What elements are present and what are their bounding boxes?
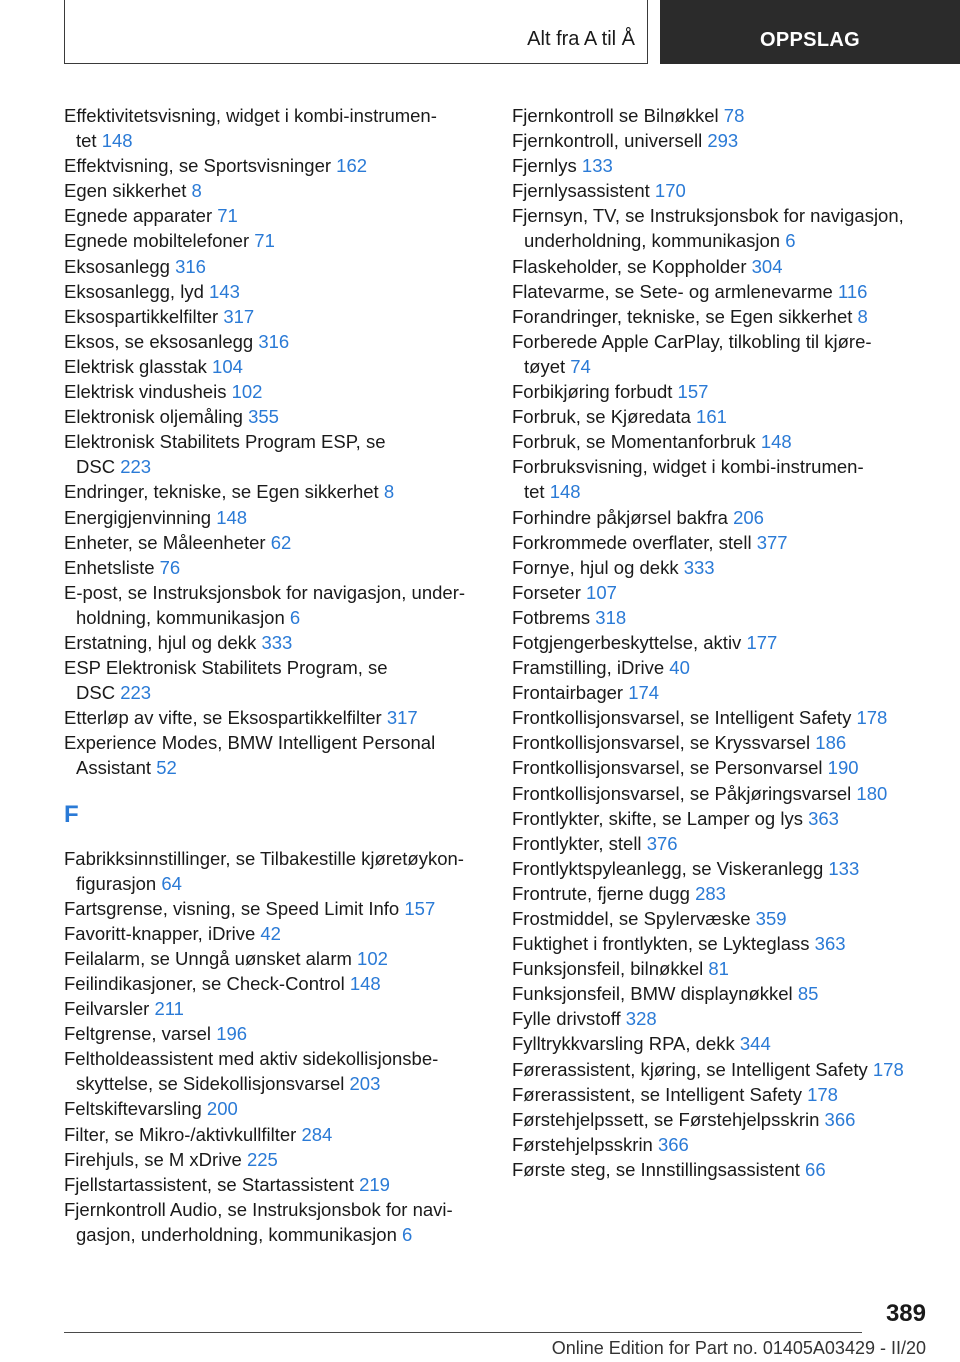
index-entry-text: Filter, se Mikro-/aktivkullfilter [64,1123,297,1145]
index-entry-text: Funksjonsfeil, BMW displaynøkkel [512,983,793,1005]
footer-edition: Online Edition for Part no. 01405A03429 - II/20 [551,1338,926,1358]
index-entry-text: Førerassistent, kjøring, se Intelligent Safety [512,1058,868,1080]
page-reference-link[interactable]: 133 [828,857,860,879]
page-reference-link[interactable]: 223 [120,682,152,704]
index-entry [64,705,484,730]
page-reference-link[interactable]: 161 [696,406,727,428]
page-reference-link[interactable]: 6 [402,1223,413,1245]
index-entry [512,981,932,1006]
index-entry [64,329,484,354]
header-section-box [64,0,648,64]
page-reference-link[interactable]: 107 [586,581,617,603]
page-reference-link[interactable]: 104 [212,355,243,377]
page-reference-link[interactable]: 71 [254,230,275,252]
index-entry [64,304,484,329]
index-entry [64,279,484,304]
index-entry-text: Enheter, se Måleenheter [64,531,266,553]
index-entry-text: Erstatning, hjul og dekk [64,631,257,653]
page-reference-link[interactable]: 333 [683,556,715,578]
index-entry-text: Fartsgrense, visning, se Speed Limit Info [64,897,400,919]
index-entry-text: Forbikjøring forbudt [512,381,673,403]
index-entry-text: Frontkollisjonsvarsel, se Påkjøringsvarsel [512,782,852,804]
page-reference-link[interactable]: 148 [549,481,581,503]
index-entry [64,896,484,921]
page-reference-link[interactable]: 363 [808,807,839,829]
index-entry-text: Forberede Apple CarPlay, tilkobling til kjøre- tøyet [512,330,872,377]
page-reference-link[interactable]: 52 [156,757,177,779]
index-entry [64,505,484,530]
page-reference-link[interactable]: 211 [154,998,184,1020]
index-entry-text: Elektronisk Stabilitets Program ESP, se DSC [64,431,386,478]
index-entry [512,931,932,956]
index-entry [512,404,932,429]
page-reference-link[interactable]: 344 [739,1033,771,1055]
page-reference-link[interactable]: 42 [260,922,281,944]
page-reference-link[interactable]: 284 [301,1123,333,1145]
index-entry-text: Effektivitetsvisning, widget i kombi-instrumen- tet [64,105,437,152]
page-reference-link[interactable]: 157 [677,381,709,403]
index-entry-text: Fjernlysassistent [512,180,650,202]
page-reference-link[interactable]: 376 [646,832,678,854]
index-entry-text: Enhetsliste [64,556,155,578]
index-entry-text: Fjernkontroll Audio, se Instruksjonsbok for navi- gasjon, underholdning, kommunikasjon [64,1198,453,1245]
index-entry-text: Første steg, se Innstillingsassistent [512,1158,800,1180]
index-entry-text: Forbruksvisning, widget i kombi-instrumen- tet [512,456,864,503]
index-entry [512,1082,932,1107]
index-entry-text: Eksosanlegg [64,255,170,277]
page-reference-link[interactable]: 177 [746,631,778,653]
page-reference-link[interactable]: 328 [625,1008,657,1030]
index-entry [64,254,484,279]
index-entry [512,153,932,178]
index-entry-text: Egnede apparater [64,205,213,227]
page-reference-link[interactable]: 219 [359,1173,390,1195]
index-entry [512,881,932,906]
page-reference-link[interactable]: 293 [707,130,739,152]
index-entry [64,1172,484,1197]
page-reference-link[interactable]: 178 [856,707,888,729]
index-entry [64,996,484,1021]
index-entry-text: ESP Elektronisk Stabilitets Program, se DSC [64,657,388,704]
page-reference-link[interactable]: 74 [570,355,591,377]
page-reference-link[interactable]: 178 [872,1058,904,1080]
index-entry [64,379,484,404]
index-entry-text: Elektrisk vindusheis [64,381,227,403]
index-entry [64,1021,484,1046]
index-entry-text: Fjernkontroll se Bilnøkkel [512,105,719,126]
index-entry [64,354,484,379]
index-entry [512,1132,932,1157]
index-entry [64,404,484,429]
index-entry-text: Frontairbager [512,682,624,704]
header-section-title: Alt fra A til Å [527,28,635,50]
page-reference-link[interactable]: 206 [733,506,764,528]
page-reference-link[interactable]: 8 [191,180,202,202]
index-entry [512,555,932,580]
index-group-f-continued [512,103,932,1182]
index-entry [512,1107,932,1132]
index-entry-text: Fotgjengerbeskyttelse, aktiv [512,631,742,653]
index-entry-text: E-post, se Instruksjonsbok for navigasjon, under- holdning, kommunikasjon [64,581,466,628]
page-reference-link[interactable]: 102 [231,381,263,403]
index-entry-text: Experience Modes, BMW Intelligent Personal Assistant [64,732,436,779]
index-entry-text: Fornye, hjul og dekk [512,556,679,578]
page-reference-link[interactable]: 6 [289,606,301,628]
index-entry [512,279,932,304]
index-entry-text: Frontlykter, skifte, se Lamper og lys [512,807,803,829]
index-entry-text: Egen sikkerhet [64,180,187,202]
page-reference-link[interactable]: 200 [206,1098,238,1120]
header-tab [660,0,960,64]
page-reference-link[interactable]: 355 [248,406,279,428]
index-entry [512,128,932,153]
index-entry-text: Endringer, tekniske, se Egen sikkerhet [64,481,379,503]
index-entry-text: Firehjuls, se M xDrive [64,1148,242,1170]
index-entry [512,379,932,404]
index-entry-text: Fotbrems [512,606,591,628]
index-entry [512,203,932,253]
index-entry [64,730,484,780]
page-reference-link[interactable]: 148 [216,506,248,528]
page-reference-link[interactable]: 157 [404,897,436,919]
index-entry-text: Framstilling, iDrive [512,657,665,679]
page-reference-link[interactable]: 366 [657,1133,689,1155]
index-entry-text: Feilvarsler [64,998,150,1020]
index-entry [512,178,932,203]
index-entry-text: Energigjenvinning [64,506,212,528]
page-reference-link[interactable]: 148 [760,431,792,453]
page-reference-link[interactable]: 203 [349,1073,381,1095]
page-reference-link[interactable]: 148 [349,973,381,994]
index-entry-text: Forbruk, se Momentanforbruk [512,431,756,453]
index-entry [64,846,484,896]
index-entry [512,781,932,806]
index-entry-text: Fjellstartassistent, se Startassistent [64,1173,354,1195]
index-entry [64,580,484,630]
page-reference-link[interactable]: 223 [120,456,152,478]
index-entry [64,1046,484,1096]
index-entry-text: Elektronisk oljemåling [64,406,243,428]
index-entry-text: Feilalarm, se Unngå uønsket alarm [64,947,352,969]
index-entry-text: Forbruk, se Kjøredata [512,406,691,428]
index-entry-text: Fylltrykkvarsling RPA, dekk [512,1033,735,1055]
index-entry [64,946,484,971]
page-reference-link[interactable]: 304 [751,255,783,277]
index-entry [512,956,932,981]
page-reference-link[interactable]: 8 [857,305,868,327]
header-tab-label: OPPSLAG [760,29,860,51]
index-entry [512,530,932,555]
index-entry-text: Fabrikksinnstillinger, se Tilbakestille kjøretøykon- figurasjon [64,847,464,894]
page-reference-link[interactable]: 225 [246,1148,278,1170]
index-entry [64,103,484,153]
index-entry-text: Frontkollisjonsvarsel, se Personvarsel [512,757,823,779]
index-entry [64,1147,484,1172]
index-entry-text: Eksospartikkelfilter [64,305,219,327]
index-entry-text: Frostmiddel, se Spylervæske [512,908,751,929]
index-entry-text: Forhindre påkjørsel bakfra [512,506,728,528]
index-entry [64,555,484,580]
index-entry-text: Egnede mobiltelefoner [64,230,250,252]
page-reference-link[interactable]: 316 [175,255,206,277]
index-entry [64,228,484,253]
page-reference-link[interactable]: 76 [159,556,181,578]
footer-divider [64,1332,862,1333]
index-entry-text: Fjernsyn, TV, se Instruksjonsbok for navigasjon, underholdning, kommunikasjon [512,205,904,252]
index-column-right [512,103,932,1182]
index-entry [512,630,932,655]
index-group-e [64,103,484,781]
index-entry [512,304,932,329]
index-entry [64,178,484,203]
page-reference-link[interactable]: 116 [837,280,868,302]
page-reference-link[interactable]: 359 [755,908,787,929]
index-entry-text: Frontrute, fjerne dugg [512,882,690,904]
index-entry-text: Flaskeholder, se Koppholder [512,255,747,277]
index-entry [512,856,932,881]
index-entry-text: Førstehjelpssett, se Førstehjelpsskrin [512,1108,820,1130]
index-entry [64,655,484,705]
index-entry [512,605,932,630]
index-entry [64,1122,484,1147]
page-reference-link[interactable]: 66 [805,1158,826,1180]
index-entry [512,655,932,680]
index-entry-text: Fjernlys [512,155,577,177]
index-entry-text: Fuktighet i frontlykten, se Lykteglass [512,933,810,955]
index-entry-text: Effektvisning, se Sportsvisninger [64,155,332,177]
index-entry-text: Frontkollisjonsvarsel, se Intelligent Safety [512,707,852,729]
page-reference-link[interactable]: 71 [217,205,238,227]
index-entry-text: Forseter [512,581,581,603]
index-entry [512,103,932,128]
index-entry [512,254,932,279]
page-reference-link[interactable]: 318 [595,606,627,628]
page-reference-link[interactable]: 366 [824,1108,856,1130]
index-entry [512,806,932,831]
index-entry [512,730,932,755]
page-reference-link[interactable]: 64 [161,872,182,894]
page-reference-link[interactable]: 174 [628,682,660,704]
index-entry [64,203,484,228]
index-entry [512,580,932,605]
index-group-f [64,846,484,1248]
index-entry [64,429,484,479]
index-entry-text: Funksjonsfeil, bilnøkkel [512,958,704,980]
index-entry [64,530,484,555]
index-entry-text: Forandringer, tekniske, se Egen sikkerhet [512,305,853,327]
index-entry [512,1057,932,1082]
index-entry-text: Fjernkontroll, universell [512,130,703,152]
page-reference-link[interactable]: 190 [827,757,859,779]
page-reference-link[interactable]: 133 [581,155,613,177]
index-entry [512,1006,932,1031]
index-entry [64,921,484,946]
index-entry [64,630,484,655]
page-reference-link[interactable]: 283 [695,882,726,904]
page-reference-link[interactable]: 8 [383,481,395,503]
page-reference-link[interactable]: 85 [797,983,819,1005]
page-reference-link[interactable]: 333 [261,631,293,653]
index-entry [512,329,932,379]
page-reference-link[interactable]: 170 [654,180,686,202]
index-entry [64,1096,484,1121]
page-reference-link[interactable]: 143 [209,280,240,302]
page-reference-link[interactable]: 316 [258,330,290,352]
index-entry-text: Elektrisk glasstak [64,355,207,377]
index-entry-text: Feltskiftevarsling [64,1098,202,1120]
index-entry [512,680,932,705]
page-number: 389 [885,1300,926,1327]
page-reference-link[interactable]: 62 [270,531,292,553]
index-entry-text: Førerassistent, se Intelligent Safety [512,1083,802,1105]
index-entry-text: Favoritt-knapper, iDrive [64,922,256,944]
index-entry [64,479,484,504]
index-entry [512,454,932,504]
index-entry [512,1031,932,1056]
index-entry [512,755,932,780]
index-entry-text: Frontlykter, stell [512,832,642,854]
index-entry [512,906,932,931]
index-entry-text: Etterløp av vifte, se Eksospartikkelfilter [64,707,382,729]
page-reference-link[interactable]: 148 [101,130,133,152]
page-reference-link[interactable]: 162 [336,155,368,177]
section-letter: F [64,800,79,828]
page-reference-link[interactable]: 81 [708,958,729,980]
index-entry [512,505,932,530]
page-reference-link[interactable]: 377 [756,531,788,553]
index-entry [64,1197,484,1247]
page-reference-link[interactable]: 186 [815,732,847,754]
index-entry-text: Eksosanlegg, lyd [64,280,204,302]
page-reference-link[interactable]: 40 [669,657,690,679]
page-reference-link[interactable]: 102 [357,947,388,969]
index-entry [64,971,484,996]
index-entry [512,705,932,730]
index-entry-text: Frontlyktspyleanlegg, se Viskeranlegg [512,857,824,879]
page-reference-link[interactable]: 363 [814,933,846,955]
index-entry-text: Feltgrense, varsel [64,1023,212,1045]
page-reference-link[interactable]: 317 [223,305,255,327]
index-entry [512,429,932,454]
page-reference-link[interactable]: 196 [216,1023,248,1045]
index-entry-text: Førstehjelpsskrin [512,1133,653,1155]
index-entry-text: Fylle drivstoff [512,1008,621,1030]
index-entry-text: Feltholdeassistent med aktiv sidekollisjonsbe- skyttelse, se Sidekollisjonsvarsel [64,1048,439,1095]
page-reference-link[interactable]: 317 [386,707,418,729]
index-entry [64,153,484,178]
page-reference-link[interactable]: 180 [856,782,888,804]
index-column-left [64,103,484,1247]
index-entry-text: Flatevarme, se Sete- og armlenevarme [512,280,833,302]
index-entry-text: Forkrommede overflater, stell [512,531,752,553]
index-entry-text: Eksos, se eksosanlegg [64,330,254,352]
index-entry [512,1157,932,1182]
index-entry [512,831,932,856]
page-reference-link[interactable]: 78 [723,105,745,126]
page-reference-link[interactable]: 178 [807,1083,838,1105]
index-entry-text: Frontkollisjonsvarsel, se Kryssvarsel [512,732,811,754]
index-entry-text: Feilindikasjoner, se Check-Control [64,973,345,994]
page-reference-link[interactable]: 6 [785,230,796,252]
